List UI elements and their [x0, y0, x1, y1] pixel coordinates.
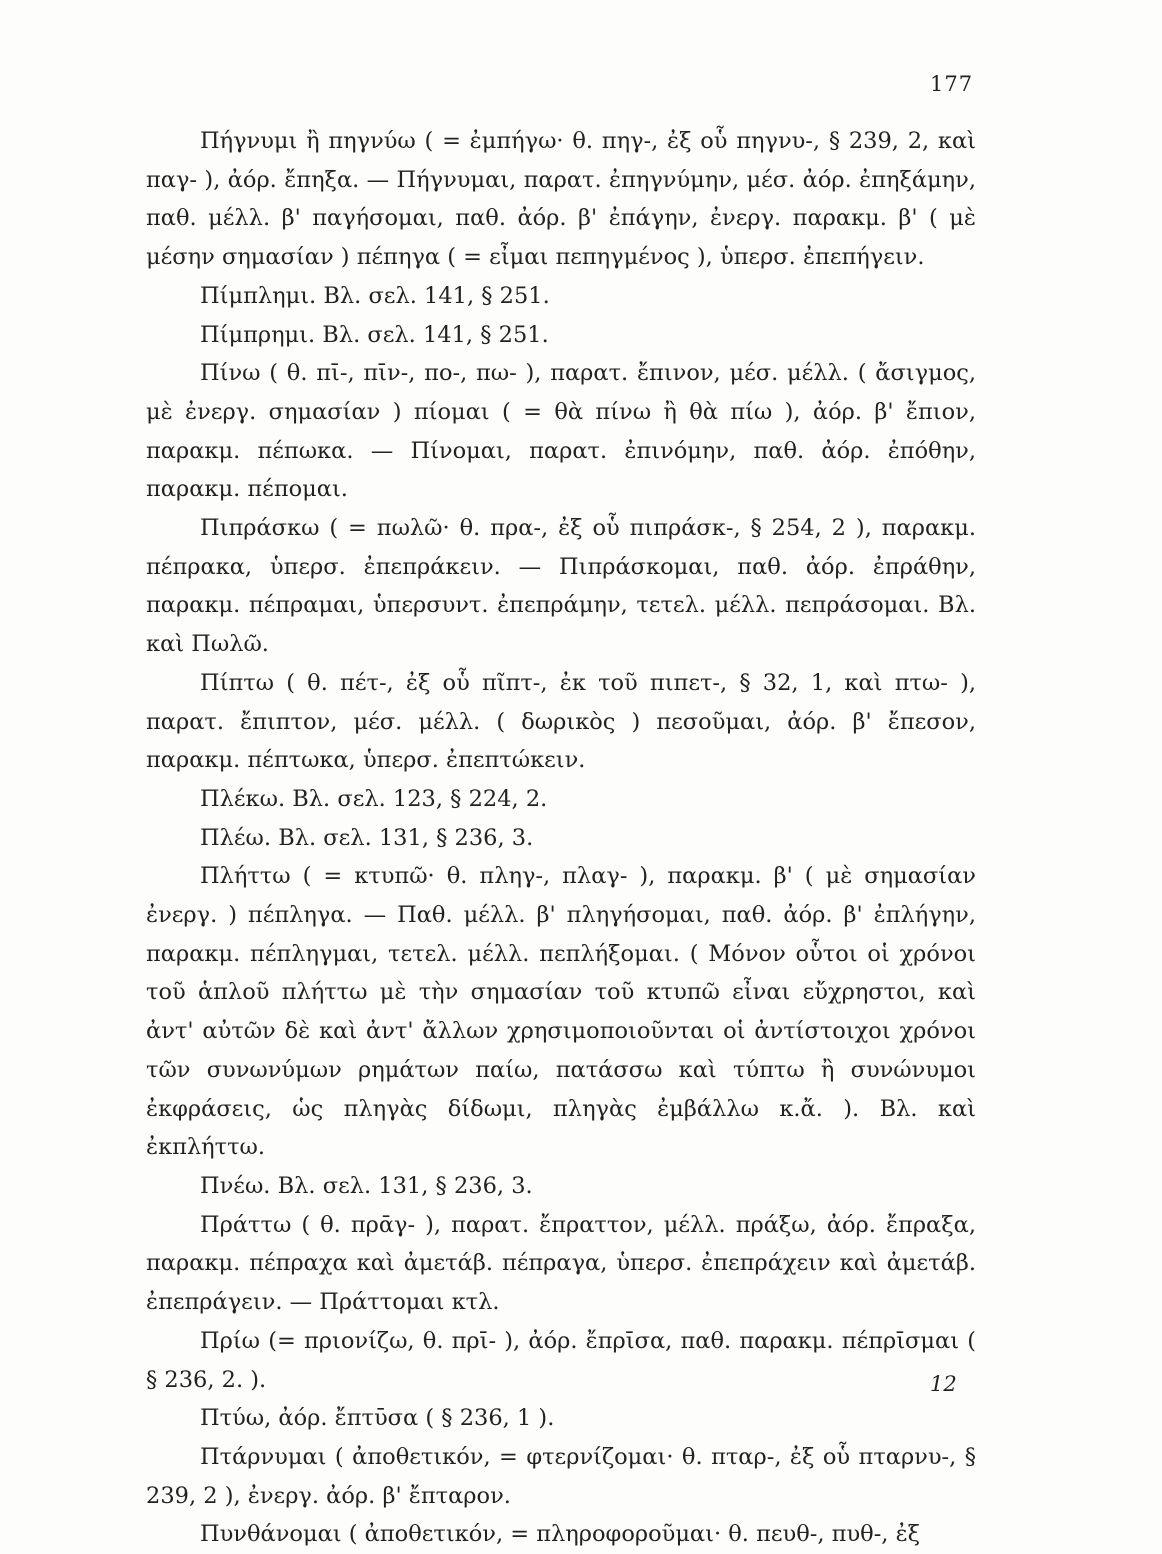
entry-pino: Πίνω ( θ. πῑ-, πῑν-, πο-, πω- ), παρατ. ἔπινον, μέσ. μέλλ. ( ἄσιγμος, μὲ ἐνεργ. σημασίαν ) πίομαι ( = θὰ πίνω ἢ θὰ πίω ), ἀόρ. β' ἔπιον, παρακμ. πέπωκα. — Πίνομαι, παρατ. ἐπινόμην, παθ. ἀόρ. ἐπόθην, παρακμ. πέπομαι.	[146, 360, 976, 503]
entry-pneo: Πνέω. Βλ. σελ. 131, § 236, 3.	[200, 1172, 533, 1199]
entry-pimpremi: Πίμπρημι. Βλ. σελ. 141, § 251.	[200, 321, 549, 348]
entry-pratto: Πράττω ( θ. πρᾱγ- ), παρατ. ἔπραττον, μέλλ. πράξω, ἀόρ. ἔπραξα, παρακμ. πέπραχα καὶ ἀμετάβ. πέπραγα, ὑπερσ. ἐπεπράχειν καὶ ἀμετάβ. ἐπεπράγειν. — Πράττομαι κτλ.	[146, 1211, 976, 1316]
page-number: 177	[930, 72, 974, 96]
entry-pimplemi: Πίμπλημι. Βλ. σελ. 141, § 251.	[200, 282, 550, 309]
entry-ptarnymai: Πτάρνυμαι ( ἀποθετικόν, = φτερνίζομαι· θ. πταρ-, ἐξ οὗ πταρνυ-, § 239, 2 ), ἐνεργ. ἀόρ. β' ἔπταρον.	[146, 1443, 976, 1509]
entry-pipto: Πίπτω ( θ. πέτ-, ἐξ οὗ πῖπτ-, ἐκ τοῦ πιπετ-, § 32, 1, καὶ πτω- ), παρατ. ἔπιπτον, μέσ. μέλλ. ( δωρικὸς ) πεσοῦμαι, ἀόρ. β' ἔπεσον, παρακμ. πέπτωκα, ὑπερσ. ἐπεπτώκειν.	[146, 669, 976, 774]
dictionary-entries	[146, 122, 976, 1554]
entry-pynthanomai: Πυνθάνομαι ( ἀποθετικόν, = πληροφοροῦμαι· θ. πευθ-, πυθ-, ἐξ	[200, 1521, 921, 1548]
entry-prio: Πρίω (= πριονίζω, θ. πρῑ- ), ἀόρ. ἔπρῑσα, παθ. παρακμ. πέπρῑσμαι ( § 236, 2. ).	[146, 1327, 976, 1393]
signature-mark: 12	[930, 1372, 957, 1396]
entry-piprasko: Πιπράσκω ( = πωλῶ· θ. πρα-, ἐξ οὗ πιπράσκ-, § 254, 2 ), παρακμ. πέπρακα, ὑπερσ. ἐπεπράκειν. — Πιπράσκομαι, παθ. ἀόρ. ἐπράθην, παρακμ. πέπραμαι, ὑπερσυντ. ἐπεπράμην, τετελ. μέλλ. πεπράσομαι. Βλ. καὶ Πωλῶ.	[146, 515, 976, 658]
entry-pleo: Πλέω. Βλ. σελ. 131, § 236, 3.	[200, 824, 534, 851]
entry-pignymi: Πήγνυμι ἢ πηγνύω ( = ἐμπήγω· θ. πηγ-, ἐξ οὗ πηγνυ-, § 239, 2, καὶ παγ- ), ἀόρ. ἔπηξα. — Πήγνυμαι, παρατ. ἐπηγνύμην, μέσ. ἀόρ. ἐπηξάμην, παθ. μέλλ. β' παγήσομαι, παθ. ἀόρ. β' ἐπάγην, ἐνεργ. παρακμ. β' ( μὲ μέσην σημασίαν ) πέπηγα ( = εἶμαι πεπηγμένος ), ὑπερσ. ἐπεπήγειν.	[146, 128, 976, 271]
entry-plitto: Πλήττω ( = κτυπῶ· θ. πληγ-, πλαγ- ), παρακμ. β' ( μὲ σημασίαν ἐνεργ. ) πέπληγα. — Παθ. μέλλ. β' πληγήσομαι, παθ. ἀόρ. β' ἐπλήγην, παρακμ. πέπληγμαι, τετελ. μέλλ. πεπλήξομαι. ( Μόνον οὗτοι οἱ χρόνοι τοῦ ἁπλοῦ πλήττω μὲ τὴν σημασίαν τοῦ κτυπῶ εἶναι εὔχρηστοι, καὶ ἀντ' αὐτῶν δὲ καὶ ἀντ' ἄλλων χρησιμοποιοῦνται οἱ ἀντίστοιχοι χρόνοι τῶν συνωνύμων ρημάτων παίω, πατάσσω καὶ τύπτω ἢ συνώνυμοι ἐκφράσεις, ὡς πληγὰς δίδωμι, πληγὰς ἐμβάλλω κ.ἄ. ). Βλ. καὶ ἐκπλήττω.	[146, 863, 976, 1161]
entry-ptyo: Πτύω, ἀόρ. ἔπτῡσα ( § 236, 1 ).	[200, 1405, 555, 1432]
entry-pleko: Πλέκω. Βλ. σελ. 123, § 224, 2.	[200, 785, 548, 812]
